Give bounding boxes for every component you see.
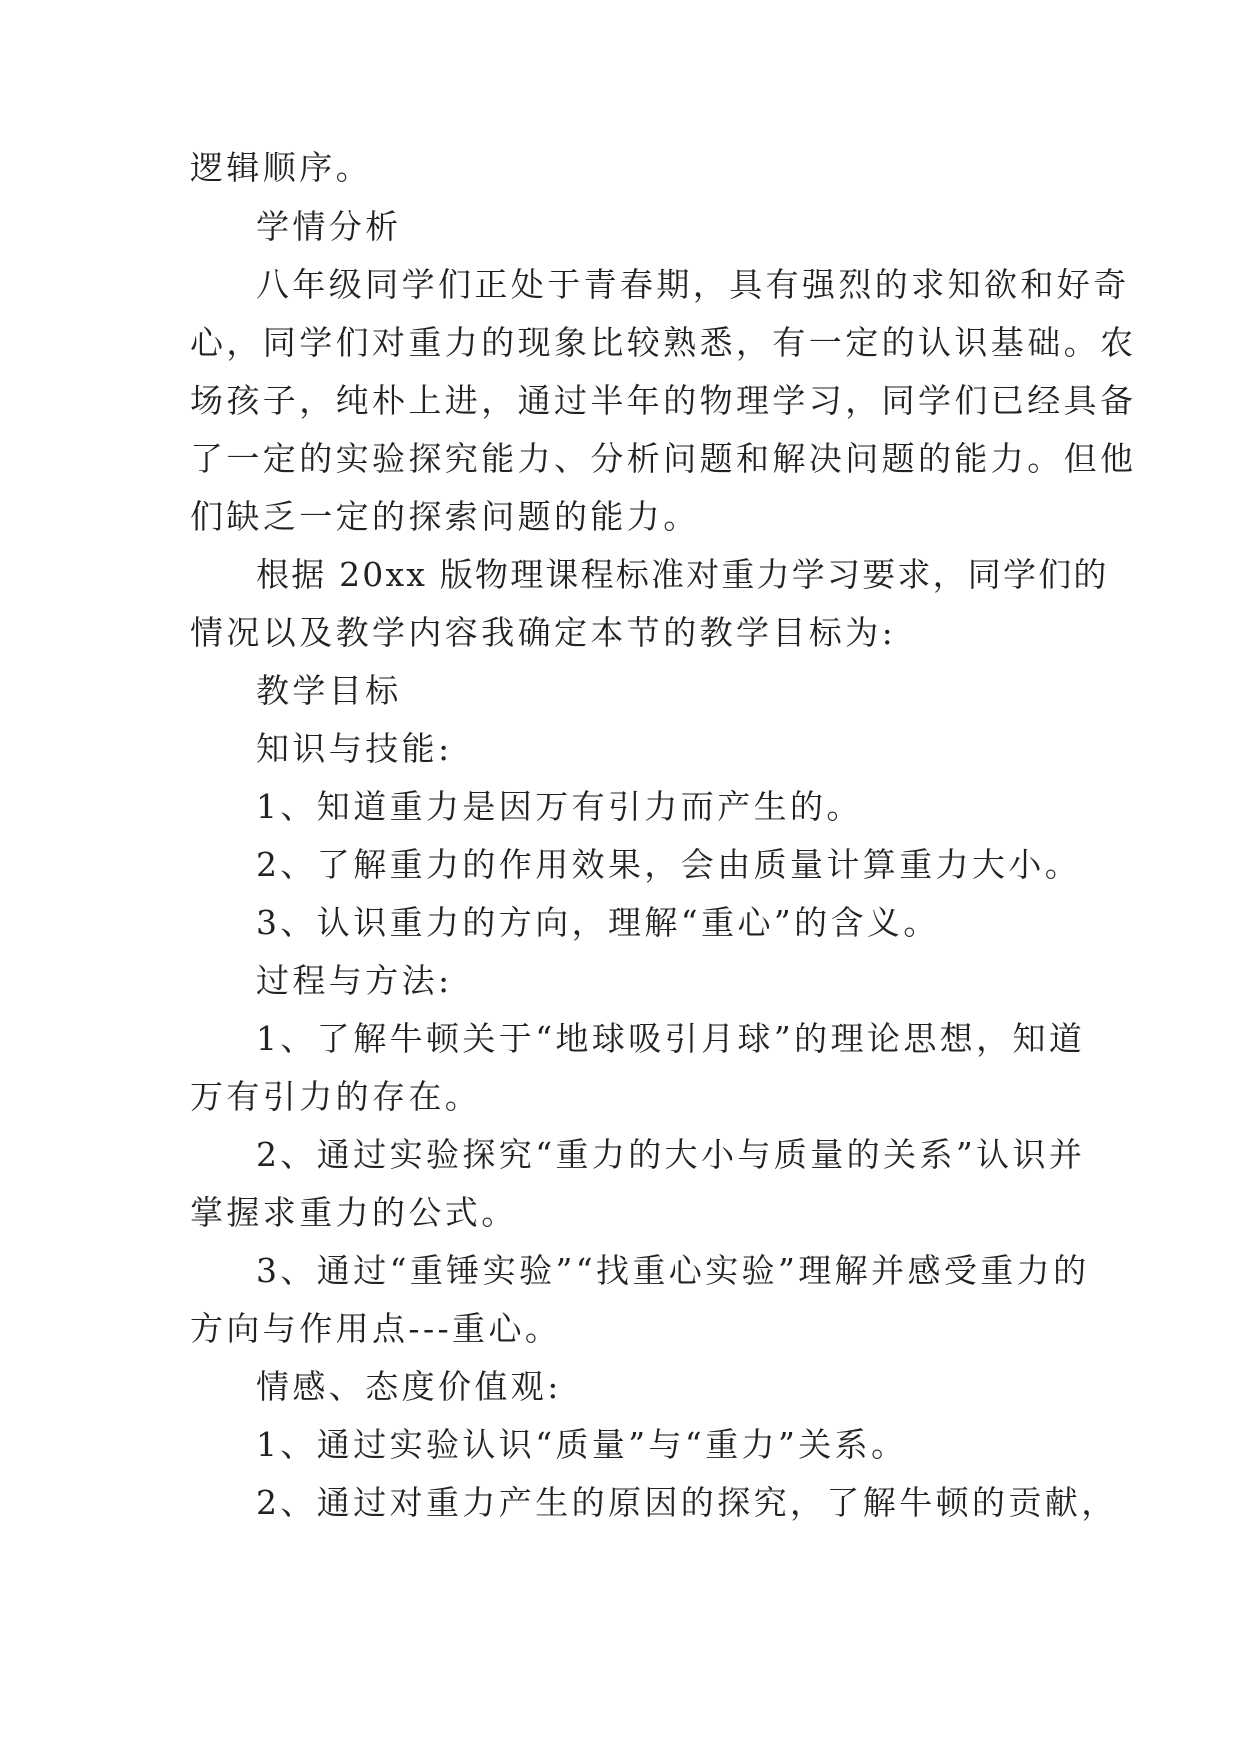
subsection-heading: 过程与方法: <box>256 961 453 1000</box>
list-item: 3、认识重力的方向，理解“重心”的含义。 <box>256 903 940 942</box>
subsection-heading: 情感、态度价值观: <box>256 1367 562 1406</box>
subsection-heading: 知识与技能: <box>256 729 453 768</box>
list-item: 1、了解牛顿关于“地球吸引月球”的理论思想，知道 <box>256 1019 1086 1058</box>
paragraph-line: 根据 20xx 版物理课程标准对重力学习要求，同学们的 <box>256 555 1109 594</box>
list-item-continuation: 万有引力的存在。 <box>190 1077 482 1116</box>
list-item: 2、通过对重力产生的原因的探究，了解牛顿的贡献， <box>256 1483 1118 1522</box>
list-item-continuation: 方向与作用点---重心。 <box>190 1309 562 1348</box>
paragraph-line: 心，同学们对重力的现象比较熟悉，有一定的认识基础。农 <box>190 323 1137 362</box>
section-heading: 学情分析 <box>256 207 402 246</box>
paragraph-line: 八年级同学们正处于青春期，具有强烈的求知欲和好奇 <box>256 265 1130 304</box>
paragraph-line: 们缺乏一定的探索问题的能力。 <box>190 497 700 536</box>
paragraph-line: 场孩子，纯朴上进，通过半年的物理学习，同学们已经具备 <box>190 381 1137 420</box>
text-line: 逻辑顺序。 <box>190 148 372 187</box>
list-item: 2、通过实验探究“重力的大小与质量的关系”认识并 <box>256 1135 1086 1174</box>
list-item: 3、通过“重锤实验”“找重心实验”理解并感受重力的 <box>256 1251 1090 1290</box>
section-heading: 教学目标 <box>256 671 402 710</box>
list-item: 2、了解重力的作用效果，会由质量计算重力大小。 <box>256 845 1082 884</box>
paragraph-line: 情况以及教学内容我确定本节的教学目标为: <box>190 613 897 652</box>
paragraph-line: 了一定的实验探究能力、分析问题和解决问题的能力。但他 <box>190 439 1137 478</box>
list-item: 1、知道重力是因万有引力而产生的。 <box>256 787 863 826</box>
list-item: 1、通过实验认识“质量”与“重力”关系。 <box>256 1425 908 1464</box>
list-item-continuation: 掌握求重力的公式。 <box>190 1193 518 1232</box>
